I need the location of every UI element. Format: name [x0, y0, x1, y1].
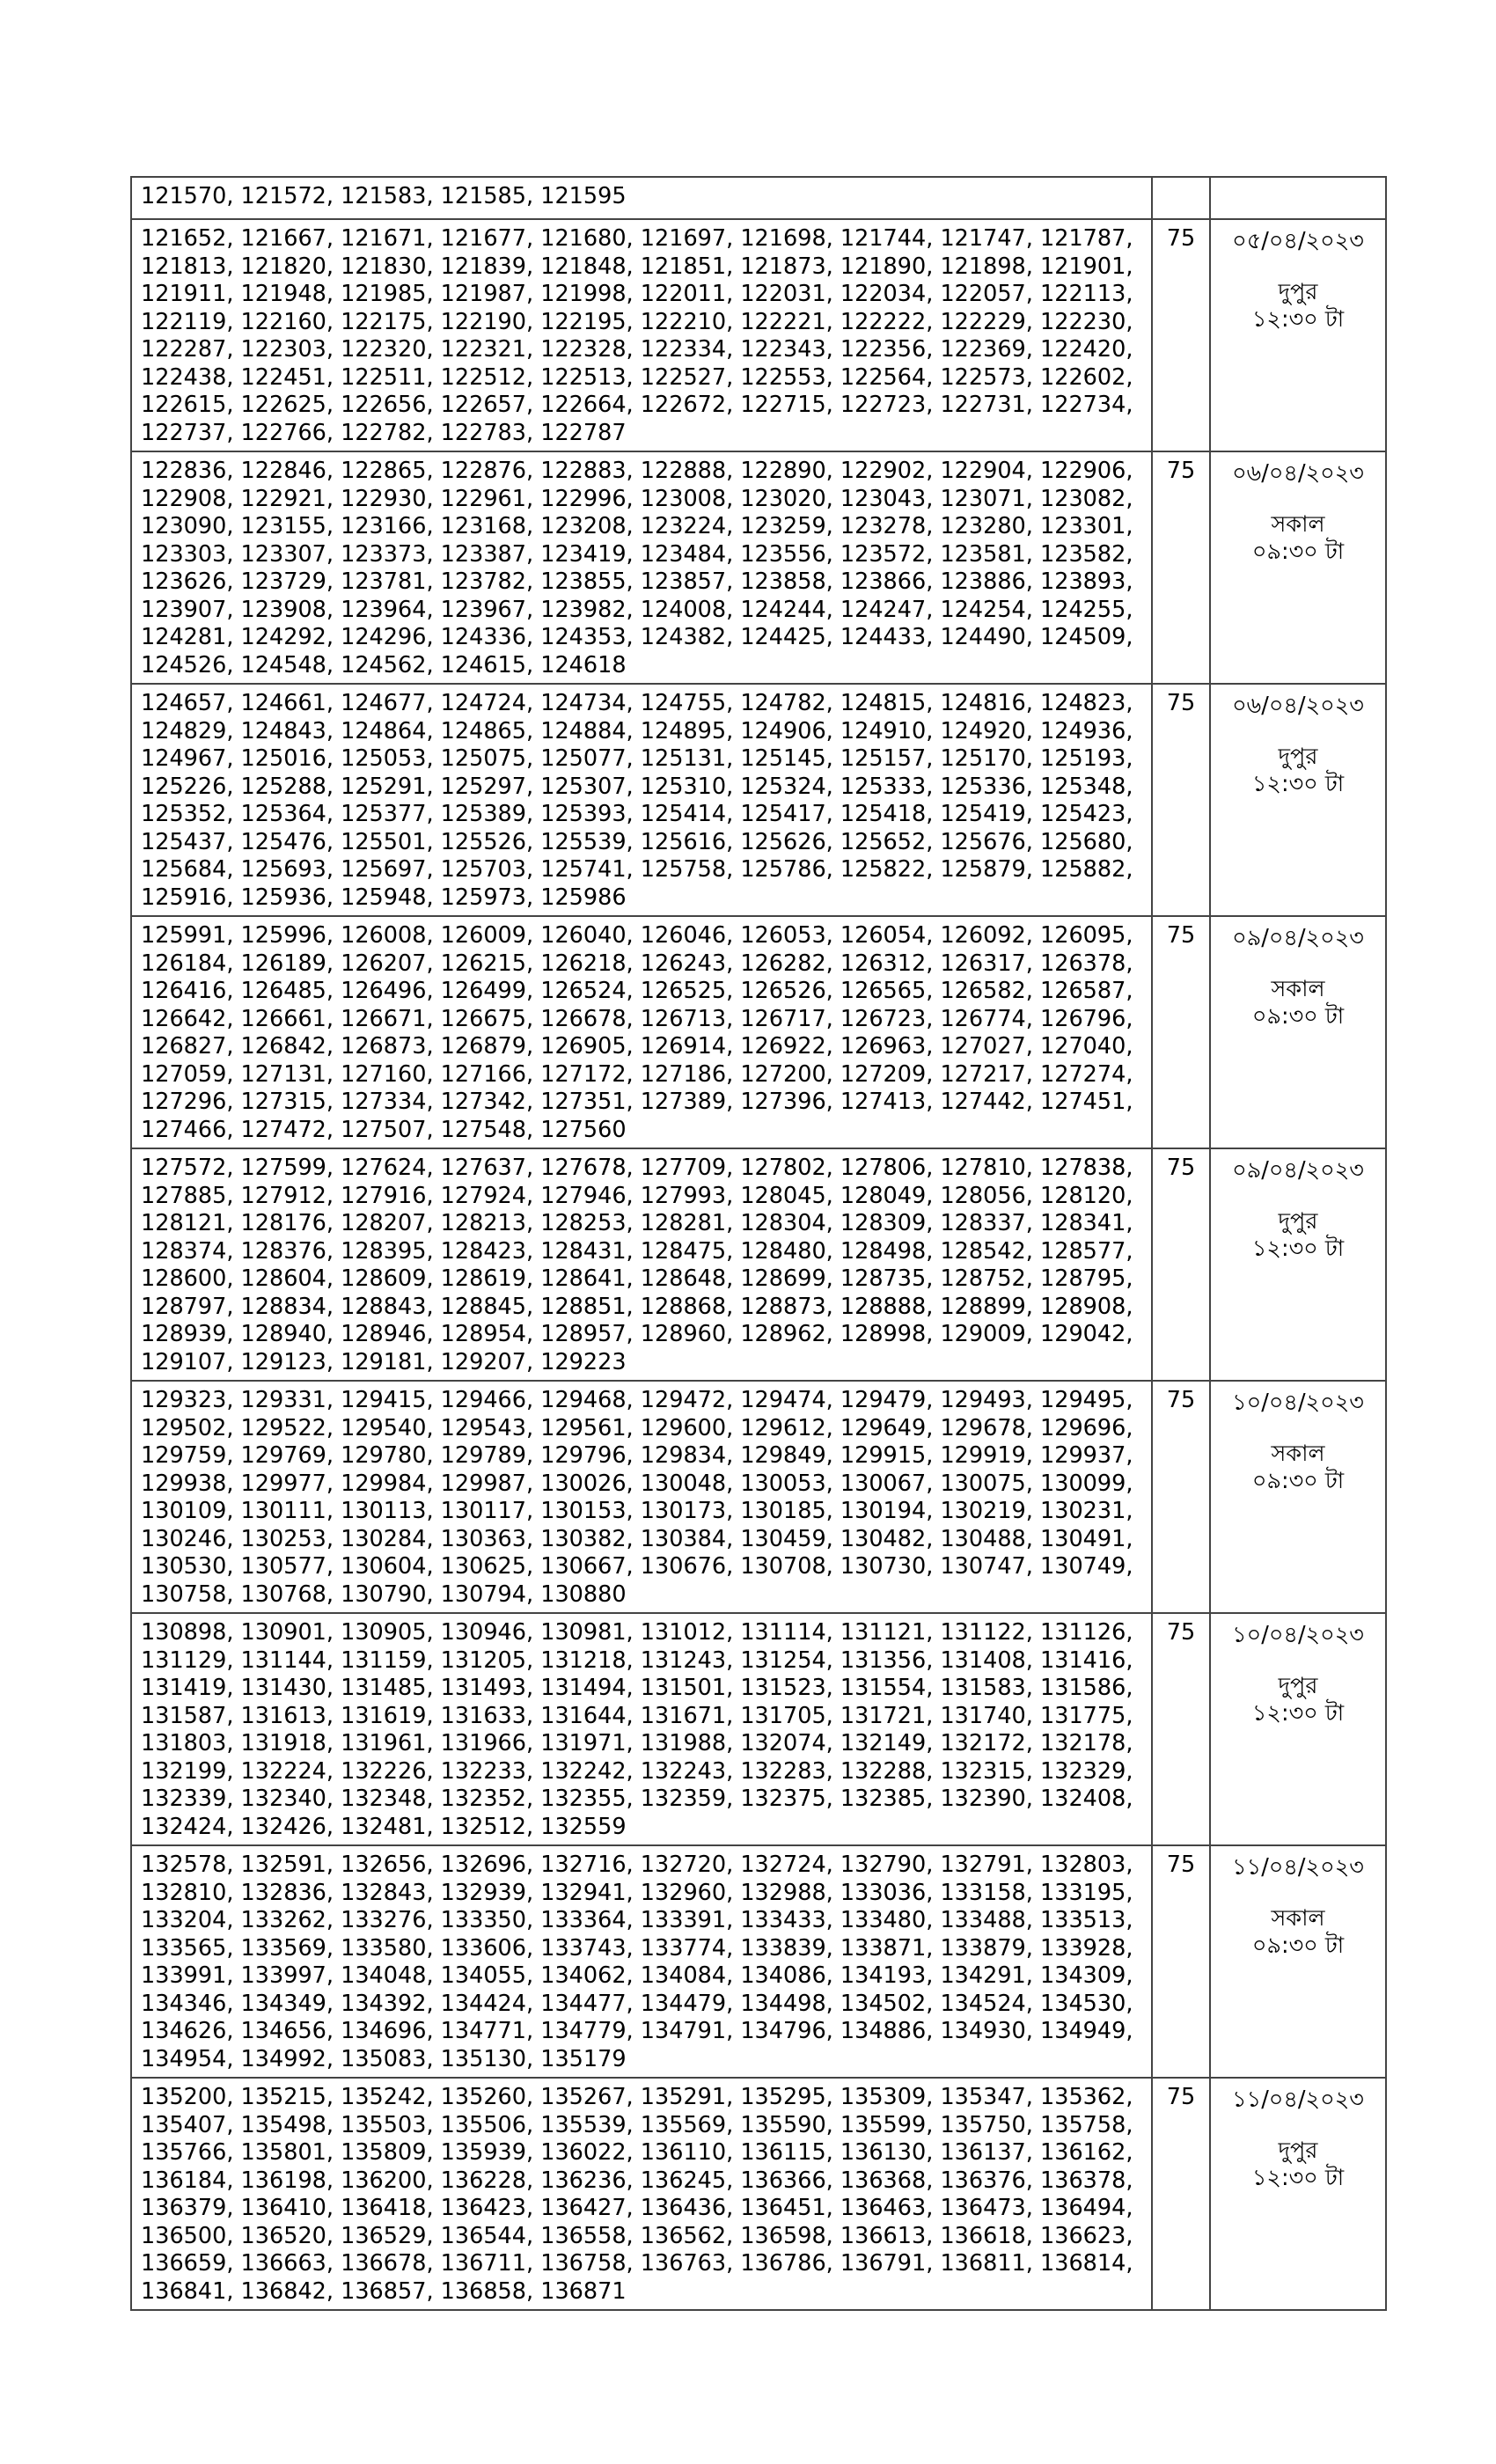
table-row — [131, 2078, 1386, 2310]
schedule-cell — [1210, 2078, 1386, 2310]
count-cell — [1152, 177, 1210, 219]
candidate-count: 75 — [1166, 458, 1196, 484]
schedule-date: ০৯/০৪/২০২৩ — [1232, 925, 1364, 951]
schedule-cell — [1210, 1148, 1386, 1381]
schedule-cell — [1210, 219, 1386, 451]
roll-numbers: 130898, 130901, 130905, 130946, 130981, 131012, 131114, 131121, 131122, 131126, 131129, 131144, 131159, 131205, 131218, 131243, 131254, 131356, 131408, 131416, 131419, 131430, 131485, 131493, 131494, 131501, 131523, 131554, 131583, 131586, 131587, 131613, 131619, 131633, 131644, 131671, 131705, 131721, 131740, 131775, 131803, 131918, 131961, 131966, 131971, 131988, 132074, 132149, 132172, 132178, 132199, 132224, 132226, 132233, 132242, 132243, 132283, 132288, 132315, 132329, 132339, 132340, 132348, 132352, 132355, 132359, 132375, 132385, 132390, 132408, 132424, 132426, 132481, 132512, 132559 — [141, 1619, 1133, 1840]
schedule-date: ১১/০৪/২০২৩ — [1232, 1854, 1364, 1881]
count-cell — [1152, 2078, 1210, 2310]
schedule-time: ০৯:৩০ টা — [1251, 1003, 1345, 1030]
roll-numbers-cell — [131, 451, 1152, 684]
schedule-period: দুপুর — [1278, 2137, 1318, 2164]
schedule-period: সকাল — [1271, 510, 1325, 538]
schedule-cell — [1210, 1381, 1386, 1613]
roll-numbers: 129323, 129331, 129415, 129466, 129468, 129472, 129474, 129479, 129493, 129495, 129502, 129522, 129540, 129543, 129561, 129600, 129612, 129649, 129678, 129696, 129759, 129769, 129780, 129789, 129796, 129834, 129849, 129915, 129919, 129937, 129938, 129977, 129984, 129987, 130026, 130048, 130053, 130067, 130075, 130099, 130109, 130111, 130113, 130117, 130153, 130173, 130185, 130194, 130219, 130231, 130246, 130253, 130284, 130363, 130382, 130384, 130459, 130482, 130488, 130491, 130530, 130577, 130604, 130625, 130667, 130676, 130708, 130730, 130747, 130749, 130758, 130768, 130790, 130794, 130880 — [141, 1387, 1133, 1608]
candidate-count: 75 — [1166, 225, 1196, 252]
table-row — [131, 1148, 1386, 1381]
candidate-count: 75 — [1166, 1619, 1196, 1646]
candidate-count: 75 — [1166, 690, 1196, 716]
roll-numbers: 124657, 124661, 124677, 124724, 124734, 124755, 124782, 124815, 124816, 124823, 124829, 124843, 124864, 124865, 124884, 124895, 124906, 124910, 124920, 124936, 124967, 125016, 125053, 125075, 125077, 125131, 125145, 125157, 125170, 125193, 125226, 125288, 125291, 125297, 125307, 125310, 125324, 125333, 125336, 125348, 125352, 125364, 125377, 125389, 125393, 125414, 125417, 125418, 125419, 125423, 125437, 125476, 125501, 125526, 125539, 125616, 125626, 125652, 125676, 125680, 125684, 125693, 125697, 125703, 125741, 125758, 125786, 125822, 125879, 125882, 125916, 125936, 125948, 125973, 125986 — [141, 690, 1133, 911]
schedule-date: ১০/০৪/২০২৩ — [1232, 1622, 1364, 1648]
schedule-date: ১০/০৪/২০২৩ — [1232, 1390, 1364, 1416]
schedule-date: ০৬/০৪/২০২৩ — [1232, 460, 1364, 487]
schedule-period: সকাল — [1271, 1904, 1325, 1932]
schedule-time: ১২:৩০ টা — [1251, 1700, 1345, 1727]
count-cell — [1152, 1613, 1210, 1845]
schedule-cell — [1210, 916, 1386, 1148]
roll-numbers-cell — [131, 916, 1152, 1148]
schedule-period: দুপুর — [1278, 1672, 1318, 1699]
roll-numbers: 121570, 121572, 121583, 121585, 121595 — [141, 183, 627, 209]
count-cell — [1152, 1148, 1210, 1381]
schedule-table-body — [131, 177, 1386, 2310]
roll-numbers: 127572, 127599, 127624, 127637, 127678, 127709, 127802, 127806, 127810, 127838, 127885, 127912, 127916, 127924, 127946, 127993, 128045, 128049, 128056, 128120, 128121, 128176, 128207, 128213, 128253, 128281, 128304, 128309, 128337, 128341, 128374, 128376, 128395, 128423, 128431, 128475, 128480, 128498, 128542, 128577, 128600, 128604, 128609, 128619, 128641, 128648, 128699, 128735, 128752, 128795, 128797, 128834, 128843, 128845, 128851, 128868, 128873, 128888, 128899, 128908, 128939, 128940, 128946, 128954, 128957, 128960, 128962, 128998, 129009, 129042, 129107, 129123, 129181, 129207, 129223 — [141, 1155, 1133, 1375]
schedule-time: ১২:৩০ টা — [1251, 1236, 1345, 1262]
schedule-date: ১১/০৪/২০২৩ — [1232, 2086, 1364, 2113]
schedule-period: সকাল — [1271, 975, 1325, 1002]
schedule-table — [130, 176, 1387, 2311]
table-row — [131, 916, 1386, 1148]
count-cell — [1152, 451, 1210, 684]
candidate-count: 75 — [1166, 1387, 1196, 1413]
count-cell — [1152, 916, 1210, 1148]
schedule-date: ০৯/০৪/২০২৩ — [1232, 1157, 1364, 1184]
roll-numbers: 121652, 121667, 121671, 121677, 121680, 121697, 121698, 121744, 121747, 121787, 121813, 121820, 121830, 121839, 121848, 121851, 121873, 121890, 121898, 121901, 121911, 121948, 121985, 121987, 121998, 122011, 122031, 122034, 122057, 122113, 122119, 122160, 122175, 122190, 122195, 122210, 122221, 122222, 122229, 122230, 122287, 122303, 122320, 122321, 122328, 122334, 122343, 122356, 122369, 122420, 122438, 122451, 122511, 122512, 122513, 122527, 122553, 122564, 122573, 122602, 122615, 122625, 122656, 122657, 122664, 122672, 122715, 122723, 122731, 122734, 122737, 122766, 122782, 122783, 122787 — [141, 225, 1133, 446]
schedule-cell — [1210, 177, 1386, 219]
table-row — [131, 1845, 1386, 2078]
table-row — [131, 219, 1386, 451]
schedule-time: ০৯:৩০ টা — [1251, 1932, 1345, 1959]
candidate-count: 75 — [1166, 922, 1196, 949]
schedule-period: দুপুর — [1278, 278, 1318, 305]
roll-numbers-cell — [131, 1148, 1152, 1381]
roll-numbers-cell — [131, 2078, 1152, 2310]
schedule-time: ০৯:৩০ টা — [1251, 1468, 1345, 1494]
schedule-cell — [1210, 1845, 1386, 2078]
count-cell — [1152, 219, 1210, 451]
schedule-time: ১২:৩০ টা — [1251, 771, 1345, 797]
table-row — [131, 177, 1386, 219]
schedule-cell — [1210, 684, 1386, 916]
schedule-date: ০৫/০৪/২০২৩ — [1232, 228, 1364, 254]
count-cell — [1152, 1845, 1210, 2078]
roll-numbers-cell — [131, 1845, 1152, 2078]
roll-numbers: 132578, 132591, 132656, 132696, 132716, 132720, 132724, 132790, 132791, 132803, 132810, 132836, 132843, 132939, 132941, 132960, 132988, 133036, 133158, 133195, 133204, 133262, 133276, 133350, 133364, 133391, 133433, 133480, 133488, 133513, 133565, 133569, 133580, 133606, 133743, 133774, 133839, 133871, 133879, 133928, 133991, 133997, 134048, 134055, 134062, 134084, 134086, 134193, 134291, 134309, 134346, 134349, 134392, 134424, 134477, 134479, 134498, 134502, 134524, 134530, 134626, 134656, 134696, 134771, 134779, 134791, 134796, 134886, 134930, 134949, 134954, 134992, 135083, 135130, 135179 — [141, 1852, 1133, 2072]
schedule-period: সকাল — [1271, 1440, 1325, 1467]
candidate-count: 75 — [1166, 1852, 1196, 1878]
table-row — [131, 684, 1386, 916]
table-row — [131, 1381, 1386, 1613]
roll-numbers: 135200, 135215, 135242, 135260, 135267, 135291, 135295, 135309, 135347, 135362, 135407, 135498, 135503, 135506, 135539, 135569, 135590, 135599, 135750, 135758, 135766, 135801, 135809, 135939, 136022, 136110, 136115, 136130, 136137, 136162, 136184, 136198, 136200, 136228, 136236, 136245, 136366, 136368, 136376, 136378, 136379, 136410, 136418, 136423, 136427, 136436, 136451, 136463, 136473, 136494, 136500, 136520, 136529, 136544, 136558, 136562, 136598, 136613, 136618, 136623, 136659, 136663, 136678, 136711, 136758, 136763, 136786, 136791, 136811, 136814, 136841, 136842, 136857, 136858, 136871 — [141, 2084, 1133, 2305]
roll-numbers: 122836, 122846, 122865, 122876, 122883, 122888, 122890, 122902, 122904, 122906, 122908, 122921, 122930, 122961, 122996, 123008, 123020, 123043, 123071, 123082, 123090, 123155, 123166, 123168, 123208, 123224, 123259, 123278, 123280, 123301, 123303, 123307, 123373, 123387, 123419, 123484, 123556, 123572, 123581, 123582, 123626, 123729, 123781, 123782, 123855, 123857, 123858, 123866, 123886, 123893, 123907, 123908, 123964, 123967, 123982, 124008, 124244, 124247, 124254, 124255, 124281, 124292, 124296, 124336, 124353, 124382, 124425, 124433, 124490, 124509, 124526, 124548, 124562, 124615, 124618 — [141, 458, 1133, 678]
schedule-period: দুপুর — [1278, 1207, 1318, 1235]
schedule-time: ১২:৩০ টা — [1251, 2165, 1345, 2191]
schedule-time: ০৯:৩০ টা — [1251, 539, 1345, 565]
roll-numbers-cell — [131, 1613, 1152, 1845]
candidate-count: 75 — [1166, 2084, 1196, 2110]
count-cell — [1152, 1381, 1210, 1613]
table-row — [131, 1613, 1386, 1845]
schedule-cell — [1210, 451, 1386, 684]
roll-numbers: 125991, 125996, 126008, 126009, 126040, 126046, 126053, 126054, 126092, 126095, 126184, 126189, 126207, 126215, 126218, 126243, 126282, 126312, 126317, 126378, 126416, 126485, 126496, 126499, 126524, 126525, 126526, 126565, 126582, 126587, 126642, 126661, 126671, 126675, 126678, 126713, 126717, 126723, 126774, 126796, 126827, 126842, 126873, 126879, 126905, 126914, 126922, 126963, 127027, 127040, 127059, 127131, 127160, 127166, 127172, 127186, 127200, 127209, 127217, 127274, 127296, 127315, 127334, 127342, 127351, 127389, 127396, 127413, 127442, 127451, 127466, 127472, 127507, 127548, 127560 — [141, 922, 1133, 1143]
schedule-date: ০৬/০৪/২০২৩ — [1232, 693, 1364, 719]
roll-numbers-cell — [131, 177, 1152, 219]
candidate-count: 75 — [1166, 1155, 1196, 1181]
roll-numbers-cell — [131, 219, 1152, 451]
schedule-period: দুপুর — [1278, 743, 1318, 770]
count-cell — [1152, 684, 1210, 916]
schedule-cell — [1210, 1613, 1386, 1845]
roll-numbers-cell — [131, 1381, 1152, 1613]
schedule-time: ১২:৩০ টা — [1251, 306, 1345, 333]
roll-numbers-cell — [131, 684, 1152, 916]
table-row — [131, 451, 1386, 684]
